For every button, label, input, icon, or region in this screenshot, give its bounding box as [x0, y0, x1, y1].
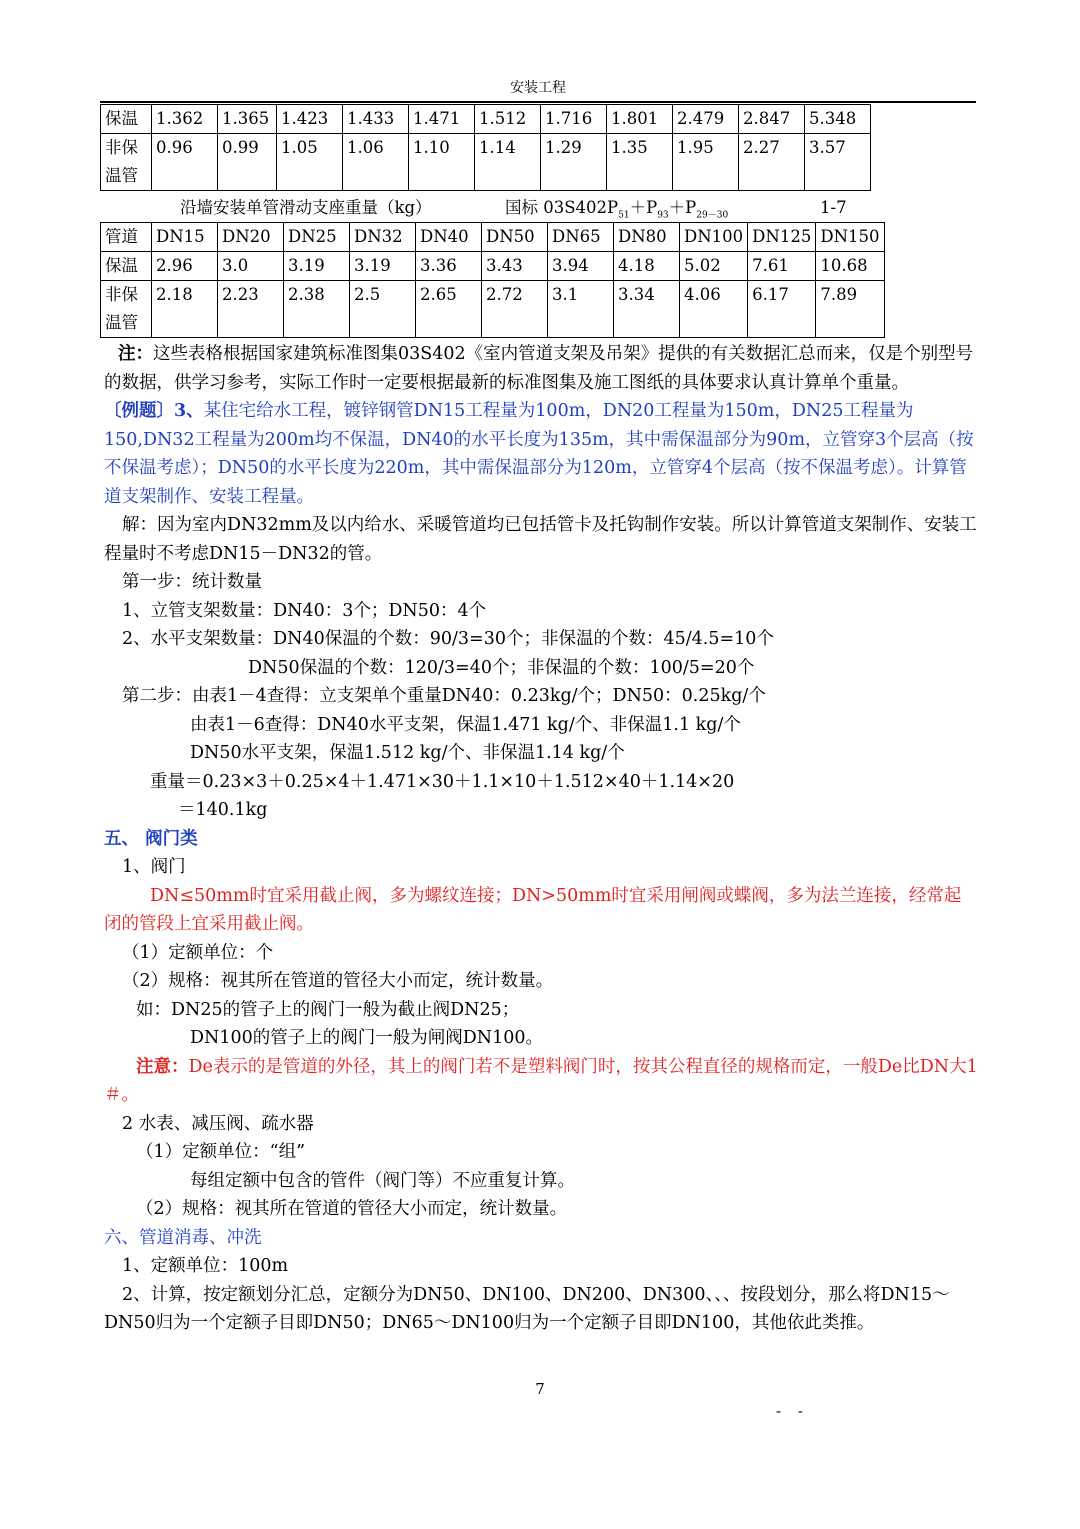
table-cell: 4.18 — [614, 252, 680, 281]
table-cell: 1.35 — [607, 134, 673, 191]
header-cell: DN15 — [152, 223, 218, 252]
table-cell: 2.847 — [739, 105, 805, 134]
table-cell: 0.96 — [152, 134, 218, 191]
table-cell: 3.43 — [482, 252, 548, 281]
table-cell: 1.365 — [218, 105, 277, 134]
section5-item-1: 1、阀门 — [122, 857, 186, 877]
table-cell: 4.06 — [680, 281, 748, 338]
section5-2-desc: 每组定额中包含的管件（阀门等）不应重复计算。 — [190, 1170, 575, 1191]
table-cell: 5.348 — [805, 105, 871, 134]
table-cell: 1.10 — [409, 134, 475, 191]
step2-item-b: DN50水平支架，保温1.512 kg/个、非保温1.14 kg/个 — [190, 743, 625, 763]
table-cell: 1.801 — [607, 105, 673, 134]
section5-note-text: De表示的是管道的外径，其上的阀门若不是塑料阀门时，按其公程直径的规格而定，一般De比DN大1＃。 — [104, 1056, 978, 1105]
section6-item-1: 1、定额单位：100m — [122, 1256, 289, 1276]
table-cell: 1.512 — [475, 105, 541, 134]
header-cell: DN80 — [614, 223, 680, 252]
section5-unit: （1）定额单位：个 — [122, 942, 274, 963]
section5-spec: （2）规格：视其所在管道的管径大小而定，统计数量。 — [122, 971, 554, 991]
table-cell: 1.06 — [343, 134, 409, 191]
step2-item-a: 由表1－6查得：DN40水平支架，保温1.471 kg/个、非保温1.1 kg/个 — [190, 714, 741, 735]
table-cell: 2.5 — [350, 281, 416, 338]
header-cell: DN40 — [416, 223, 482, 252]
support-weight-table-1 — [100, 104, 871, 191]
table-cell: 3.36 — [416, 252, 482, 281]
table-cell: 3.1 — [548, 281, 614, 338]
solution-paragraph: 解：因为室内DN32mm及以内给水、采暖管道均已包括管卡及托钩制作安装。所以计算管道支架制作、安装工程量时不考虑DN15－DN32的管。 — [104, 515, 977, 564]
step1-item-b: 2、水平支架数量：DN40保温的个数：90/3=30个；非保温的个数：45/4.5=10个 — [122, 629, 774, 649]
table-caption — [180, 196, 860, 220]
section5-example-1: 如：DN25的管子上的阀门一般为截止阀DN25； — [136, 999, 520, 1020]
table-cell: 2.27 — [739, 134, 805, 191]
row-label: 非保温管 — [101, 134, 152, 191]
table-cell: 2.65 — [416, 281, 482, 338]
header-cell: DN125 — [748, 223, 816, 252]
table-cell: 3.19 — [284, 252, 350, 281]
table-cell: 1.29 — [541, 134, 607, 191]
table-cell: 1.05 — [277, 134, 343, 191]
document-body — [104, 340, 978, 1338]
header-cell: DN32 — [350, 223, 416, 252]
table-cell: 3.94 — [548, 252, 614, 281]
section5-example-2: DN100的管子上的阀门一般为闸阀DN100。 — [190, 1028, 543, 1048]
table-cell: 1.423 — [277, 105, 343, 134]
table-cell: 0.99 — [218, 134, 277, 191]
section5-title: 五、 阀门类 — [104, 828, 198, 849]
table-cell: 3.57 — [805, 134, 871, 191]
table-cell: 2.96 — [152, 252, 218, 281]
header-cell: DN100 — [680, 223, 748, 252]
step2-heading: 第二步：由表1－4查得：立支架单个重量DN40：0.23kg/个；DN50：0.25kg/个 — [122, 686, 766, 706]
note-paragraph — [104, 340, 978, 397]
header-cell: DN65 — [548, 223, 614, 252]
header-cell: DN20 — [218, 223, 284, 252]
table-cell: 1.433 — [343, 105, 409, 134]
table-cell: 2.479 — [673, 105, 739, 134]
section6-item-2: 2、计算，按定额划分汇总，定额分为DN50、DN100、DN200、DN300、、、按段划分，那么将DN15～DN50归为一个定额子目即DN50；DN65～DN100归为一个定额子目即DN100，其他依此类推。 — [104, 1284, 950, 1333]
caption-table-number: 1-7 — [820, 198, 847, 217]
table-cell: 1.716 — [541, 105, 607, 134]
example-paragraph — [104, 397, 978, 511]
section6-title: 六、管道消毒、冲洗 — [104, 1227, 262, 1248]
table-cell: 3.0 — [218, 252, 284, 281]
section5-note-label: 注意： — [136, 1056, 189, 1077]
table-cell: 2.72 — [482, 281, 548, 338]
table-cell: 3.19 — [350, 252, 416, 281]
header-cell: DN150 — [816, 223, 884, 252]
step1-item-c: DN50保温的个数：120/3=40个；非保温的个数：100/5=20个 — [248, 657, 755, 678]
table-row — [101, 252, 885, 281]
weight-formula: 重量＝0.23×3＋0.25×4＋1.471×30＋1.1×10＋1.512×40＋1.14×20 — [150, 771, 735, 792]
table-cell: 2.23 — [218, 281, 284, 338]
example-text: 某住宅给水工程，镀锌钢管DN15工程量为100m，DN20工程量为150m，DN25工程量为150,DN32工程量为200m均不保温，DN40的水平长度为135m，其中需保温部分为90m，立管穿3个层高（按不保温考虑）；DN50的水平长度为220m，其中需保温部分为120m，立管穿4个层高（按不保温考虑）。计算管道支架制作、安装工程量。 — [104, 401, 974, 507]
row-label: 非保温管 — [101, 281, 152, 338]
table-row — [101, 105, 871, 134]
table-cell: 1.95 — [673, 134, 739, 191]
table-cell: 10.68 — [816, 252, 884, 281]
section5-red-paragraph: DN≤50mm时宜采用截止阀，多为螺纹连接；DN>50mm时宜采用闸阀或蝶阀，多为法兰连接，经常起闭的管段上宜采用截止阀。 — [104, 885, 962, 934]
header-label: 管道 — [101, 223, 152, 252]
table-row — [101, 134, 871, 191]
table-cell: 3.34 — [614, 281, 680, 338]
example-label: 〔例题〕3、 — [104, 401, 204, 421]
step1-heading: 第一步：统计数量 — [122, 572, 262, 592]
table-cell: 1.471 — [409, 105, 475, 134]
section5-item-2: 2 水表、减压阀、疏水器 — [122, 1113, 314, 1134]
header-cell: DN25 — [284, 223, 350, 252]
table-cell: 1.14 — [475, 134, 541, 191]
note-text: 这些表格根据国家建筑标准图集03S402《室内管道支架及吊架》提供的有关数据汇总而来，仅是个别型号的数据，供学习参考，实际工作时一定要根据最新的标准图集及施工图纸的具体要求认真计算单个重量。 — [104, 344, 974, 393]
support-weight-table-2 — [100, 222, 885, 338]
table-row — [101, 281, 885, 338]
table-header-row — [101, 223, 885, 252]
weight-result: ＝140.1kg — [178, 800, 268, 820]
row-label: 保温 — [101, 105, 152, 134]
caption-standard: 国标 $03S402P_{51}+P_{93}+P_{29-30}$ — [505, 198, 729, 221]
table-cell: 7.89 — [816, 281, 884, 338]
footer-dashes: - - — [776, 1402, 809, 1420]
table-cell: 6.17 — [748, 281, 816, 338]
page-header: 安装工程 — [510, 80, 566, 96]
section5-2-spec: （2）规格：视其所在管道的管径大小而定，统计数量。 — [136, 1199, 568, 1219]
row-label: 保温 — [101, 252, 152, 281]
table-cell: 7.61 — [748, 252, 816, 281]
caption-title: 沿墙安装单管滑动支座重量（kg） — [180, 198, 432, 217]
table-cell: 2.18 — [152, 281, 218, 338]
header-rule — [100, 101, 976, 103]
section5-note — [104, 1053, 978, 1110]
table-cell: 1.362 — [152, 105, 218, 134]
header-cell: DN50 — [482, 223, 548, 252]
note-label: 注： — [118, 344, 153, 364]
section5-2-unit: （1）定额单位：“组” — [136, 1142, 306, 1162]
table-cell: 2.38 — [284, 281, 350, 338]
page-number: 7 — [535, 1380, 545, 1398]
step1-item-a: 1、立管支架数量：DN40：3个；DN50：4个 — [122, 600, 487, 621]
table-cell: 5.02 — [680, 252, 748, 281]
